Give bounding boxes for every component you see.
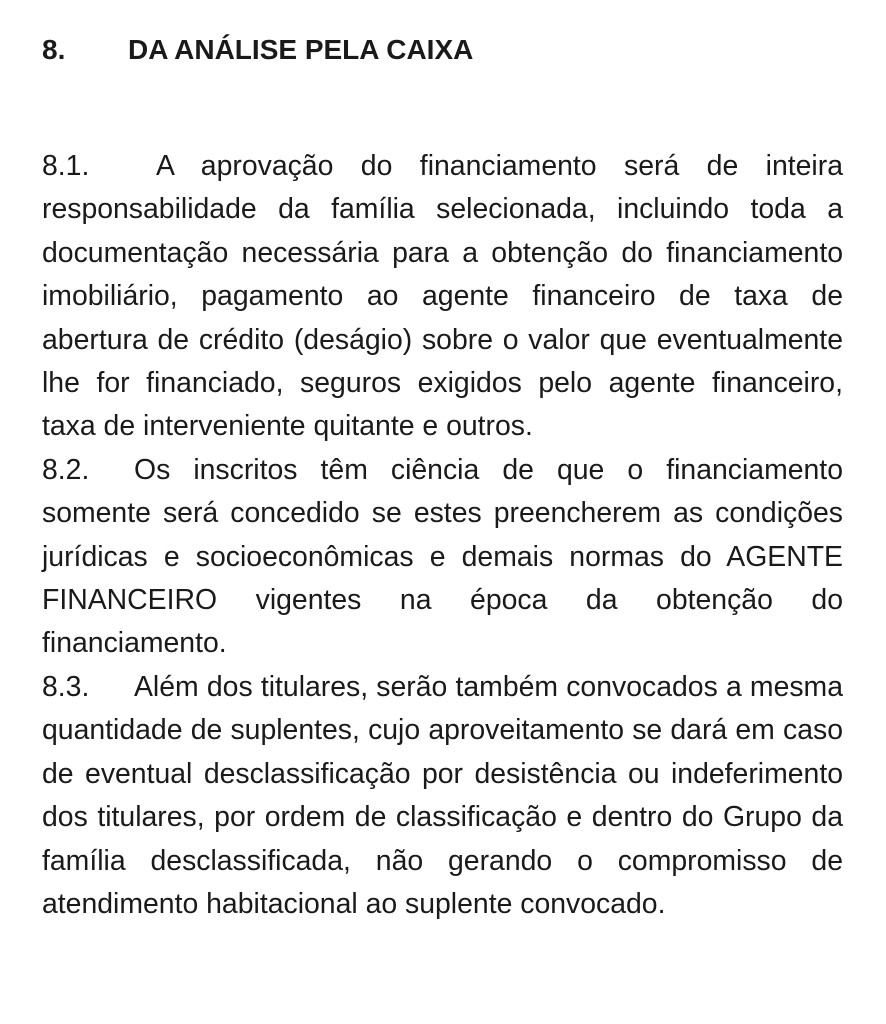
- clause-8-1: [42, 145, 843, 449]
- clause-number: 8.1.: [42, 150, 90, 182]
- clause-text: Os inscritos têm ciência de que o financiamento somente será concedido se estes preencherem as condições jurídicas e socioeconômicas e demais normas do AGENTE FINANCEIRO vigentes na época da obtenção do financiamento.: [42, 453, 843, 660]
- clause-list: [42, 145, 843, 926]
- section-title: DA ANÁLISE PELA CAIXA: [128, 34, 474, 65]
- clause-text: Além dos titulares, serão também convocados a mesma quantidade de suplentes, cujo aproveitamento se dará em caso de eventual desclassificação por desistência ou indeferimento dos titulares, por ordem de classificação e dentro do Grupo da família desclassificada, não gerando o compromisso de atendimento habitacional ao suplente convocado.: [42, 670, 843, 920]
- clause-number: 8.2.: [42, 453, 90, 486]
- clause-8-3: [42, 666, 843, 926]
- section-heading: [42, 32, 843, 68]
- clause-text: A aprovação do financiamento será de inteira responsabilidade da família selecionada, incluindo toda a documentação necessária para a obtenção do financiamento imobiliário, pagamento ao agente financeiro de taxa de abertura de crédito (deságio) sobre o valor que eventualmente lhe for financiado, seguros exigidos pelo agente financeiro, taxa de interveniente quitante e outros.: [42, 150, 843, 443]
- section-number: 8.: [42, 34, 66, 65]
- clause-number: 8.3.: [42, 670, 90, 703]
- clause-8-2: [42, 449, 843, 666]
